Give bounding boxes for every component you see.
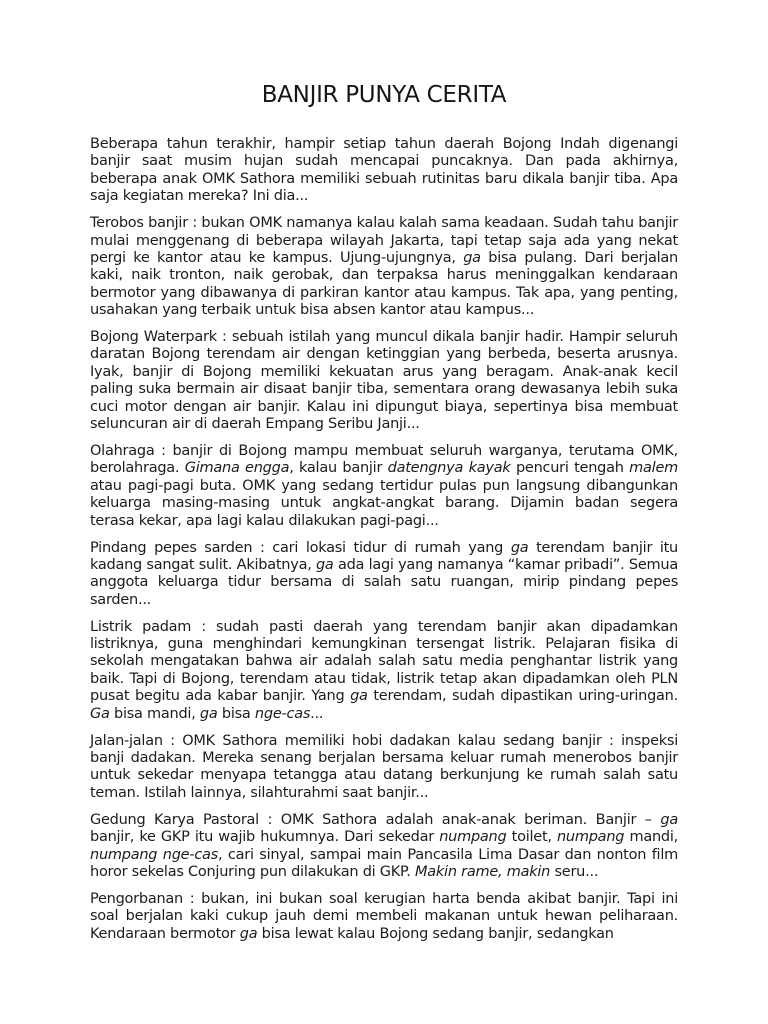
paragraph [90,540,678,610]
paragraph [90,891,678,943]
text-segment: ada lagi yang namanya “kamar pribadi”. Semua anggota keluarga tidur bersama di salah satu ruangan, mirip pindang pepes sarden... [90,556,678,608]
paragraph [90,812,678,882]
paragraph [90,733,678,803]
italic-text-segment: nge-cas [254,705,311,722]
text-segment: Jalan-jalan : OMK Sathora memiliki hobi dadakan kalau sedang banjir : inspeksi banji dadakan. Mereka senang berjalan bersama keluar rumah menerobos banjir untuk sekedar menyapa tetangga atau datang berkunjung ke rumah salah satu teman. Istilah lainnya, silahturahmi saat banjir... [90,732,678,801]
text-segment: Bojong Waterpark : sebuah istilah yang muncul dikala banjir hadir. Hampir seluruh daratan Bojong terendam air dengan ketinggian yang berbeda, beserta arusnya. Iyak, banjir di Bojong memiliki kekuatan arus yang beragam. Anak-anak kecil paling suka bermain air disaat banjir tiba, sementara orang dewasanya lebih suka cuci motor dengan air banjir. Kalau ini dipungut biaya, sepertinya bisa membuat seluncuran air di daerah Empang Seribu Janji... [90,329,678,433]
text-segment: bisa pulang. Dari berjalan kaki, naik tronton, naik gerobak, dan terpaksa harus meninggalkan kendaraan bermotor yang dibawanya di parkiran kantor atau kampus. Tak apa, yang penting, usahakan yang terbaik untuk bisa absen kantor atau kampus... [90,249,678,319]
text-segment: Pengorbanan : bukan, ini bukan soal kerugian harta benda akibat banjir. Tapi ini soal berjalan kaki cukup jauh demi membeli makanan untuk hewan peliharaan. Kendaraan bermotor [90,890,678,942]
text-segment: ... [310,705,324,722]
text-segment: terendam banjir itu kadang sangat sulit. Akibatnya, [90,539,679,573]
document-body [90,136,678,943]
text-segment: seru... [550,863,599,880]
paragraph [90,443,678,530]
italic-text-segment: ga [660,811,678,828]
text-segment: Terobos banjir : bukan OMK namanya kalau kalah sama keadaan. Sudah tahu banjir mulai menggenang di beberapa wilayah Jakarta, tapi tetap saja ada yang nekat pergi ke kantor atau ke kampus. Ujung-ujungnya, [90,215,678,266]
italic-text-segment: ga [315,556,334,573]
italic-text-segment: ga [239,925,258,942]
text-segment: Pindang pepes sarden : cari lokasi tidur di rumah yang [90,539,511,556]
italic-text-segment: numpang [556,829,625,846]
paragraph [90,329,678,433]
text-segment: pencuri tengah [510,460,630,477]
text-segment: Gedung Karya Pastoral : OMK Sathora adalah anak-anak beriman. Banjir – [90,811,661,828]
italic-text-segment: Ga [90,705,110,722]
text-segment: bisa lewat kalau Bojong sedang banjir, sedangkan [257,925,614,942]
document-title: BANJIR PUNYA CERITA [261,82,507,108]
italic-text-segment: numpang nge-cas [90,846,218,863]
italic-text-segment: numpang [439,829,507,846]
paragraph [90,215,678,319]
text-segment: toilet, [506,829,557,846]
text-segment: mandi, [624,829,678,846]
text-segment: banjir, ke GKP itu wajib hukumnya. Dari sekedar [90,829,440,846]
italic-text-segment: ga [463,249,481,266]
italic-text-segment: malem [629,460,678,477]
text-segment: bisa mandi, [109,705,200,722]
paragraph [90,136,678,206]
italic-text-segment: Makin rame, makin [415,863,551,880]
text-segment: , kalau banjir [289,460,388,477]
italic-text-segment: ga [350,688,368,705]
italic-text-segment: datengnya kayak [387,460,511,477]
text-segment: Olahraga : banjir di Bojong mampu membuat seluruh warganya, terutama OMK, berolahraga. [90,443,678,477]
italic-text-segment: ga [510,539,529,556]
text-segment: bisa [217,705,255,722]
italic-text-segment: Gimana engga [184,460,290,477]
text-segment: terendam, sudah dipastikan uring-uringan. [367,688,678,705]
text-segment: atau pagi-pagi buta. OMK yang sedang tertidur pulas pun langsung dibangunkan keluarga masing-masing untuk angkat-angkat barang. Dijamin badan segera terasa kekar, apa lagi kalau dilakukan pagi-pagi... [90,477,678,529]
text-segment: Listrik padam : sudah pasti daerah yang terendam banjir akan dipadamkan listriknya, guna menghindari kemungkinan tersengat listrik. Pelajaran fisika di sekolah mengatakan bahwa air adalah salah satu media penghantar listrik yang baik. Tapi di Bojong, terendam atau tidak, listrik tetap akan dipadamkan oleh PLN pusat begitu ada kabar banjir. Yang [90,618,678,705]
text-segment: Beberapa tahun terakhir, hampir setiap tahun daerah Bojong Indah digenangi banjir saat musim hujan sudah mencapai puncaknya. Dan pada akhirnya, beberapa anak OMK Sathora memiliki sebuah rutinitas baru dikala banjir tiba. Apa saja kegiatan mereka? Ini dia... [90,136,678,205]
paragraph [90,619,678,723]
italic-text-segment: ga [199,705,218,722]
text-segment: , cari sinyal, sampai main Pancasila Lima Dasar dan nonton film horor sekelas Conjuring pun dilakukan di GKP. [90,846,678,880]
